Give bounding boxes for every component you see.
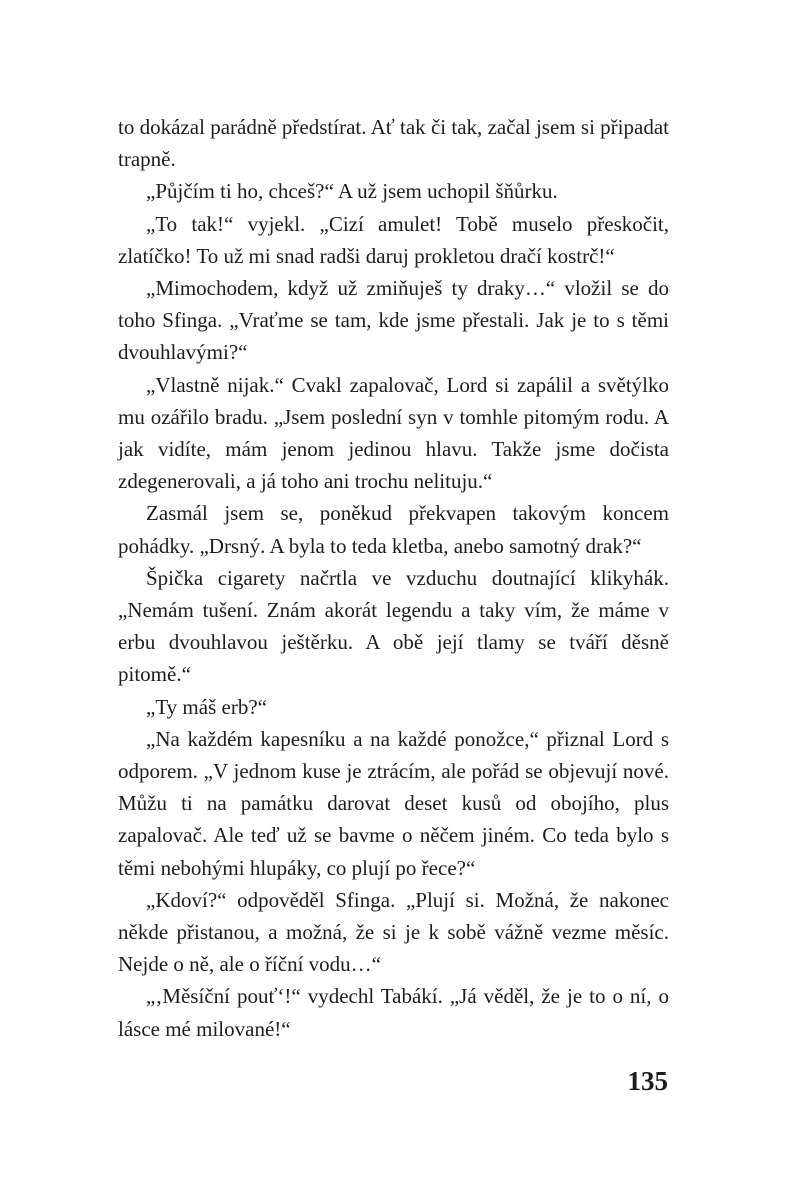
paragraph: „Půjčím ti ho, chceš?“ A už jsem uchopil šňůrku. [146,179,558,204]
paragraph: Špička cigarety načrtla ve vzduchu doutnající klikyhák. „Nemám tušení. Znám akorát legendu a taky vím, že máme v erbu dvouhlavou ještěrku. A obě její tlamy se tváří děsně pitomě.“ [118,565,669,687]
paragraph: to dokázal parádně předstírat. Ať tak či tak, začal jsem si připadat trapně. [118,115,669,172]
page-number: 135 [627,1066,668,1096]
paragraph: „Na každém kapesníku a na každé ponožce,“ přiznal Lord s odporem. „V jednom kuse je ztrácím, ale pořád se objevují nové. Můžu ti na památku darovat deset kusů od obojího, plus zapalovač. Ale teď už se bavme o něčem jiném. Co teda bylo s těmi nebohými hlupáky, co plují po řece?“ [118,726,669,880]
page-body [118,111,669,1045]
paragraph: „Mimochodem, když už zmiňuješ ty draky…“ vložil se do toho Sfinga. „Vraťme se tam, kde jsme přestali. Jak je to s těmi dvouhlavými?“ [118,276,669,365]
paragraph: „Kdoví?“ odpověděl Sfinga. „Plují si. Možná, že nakonec někde přistanou, a možná, že si je k sobě vážně vezme měsíc. Nejde o ně, ale o říční vodu…“ [118,887,669,977]
paragraph: „Ty máš erb?“ [146,694,267,719]
paragraph: Zasmál jsem se, poněkud překvapen takovým koncem pohádky. „Drsný. A byla to teda kletba, anebo samotný drak?“ [118,501,669,558]
paragraph: „Vlastně nijak.“ Cvakl zapalovač, Lord si zapálil a světýlko mu ozářilo bradu. „Jsem poslední syn v tomhle pitomým rodu. A jak vidíte, mám jenom jedinou hlavu. Takže jsme dočista zdegenerovali, a já toho ani trochu nelituju.“ [118,372,669,494]
paragraph: „To tak!“ vyjekl. „Cizí amulet! Tobě muselo přeskočit, zlatíčko! To už mi snad radši daruj prokletou dračí kostrč!“ [118,211,669,268]
paragraph: „‚Měsíční pouť‘!“ vydechl Tabákí. „Já věděl, že je to o ní, o lásce mé milované!“ [118,984,669,1041]
